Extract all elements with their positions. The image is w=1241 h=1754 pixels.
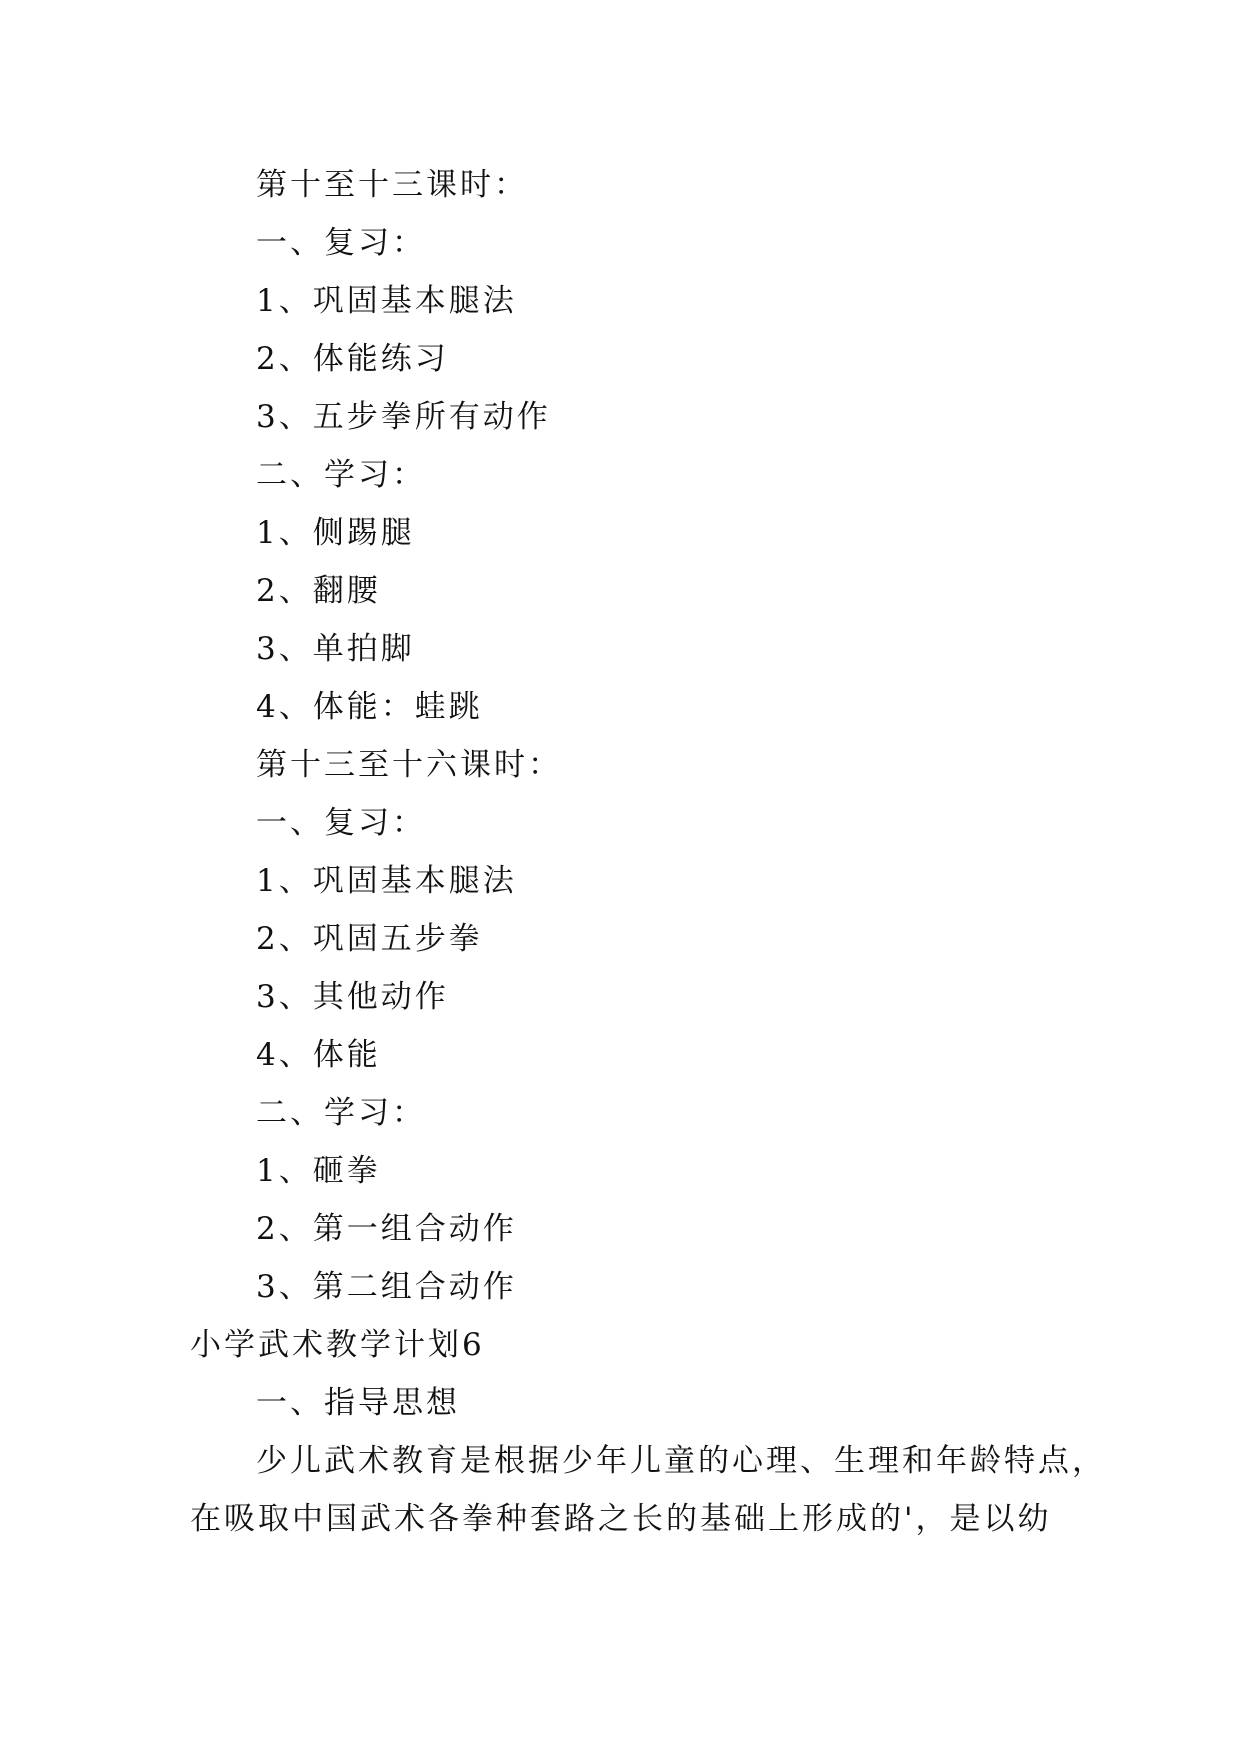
list-item: 1、侧踢腿 [256,515,415,551]
list-item: 1、巩固基本腿法 [256,283,517,319]
review-heading: 一、复习： [256,225,426,261]
study-heading: 二、学习： [256,1095,426,1131]
review-heading: 一、复习： [256,805,426,841]
list-item: 1、砸拳 [256,1153,381,1189]
list-item: 3、第二组合动作 [256,1269,517,1305]
list-item: 1、巩固基本腿法 [256,863,517,899]
list-item: 3、其他动作 [256,979,449,1015]
list-item: 2、翻腰 [256,573,381,609]
study-heading: 二、学习： [256,457,426,493]
lesson-heading: 第十三至十六课时： [256,747,562,783]
list-item: 4、体能：蛙跳 [256,689,483,725]
list-item: 3、五步拳所有动作 [256,399,551,435]
list-item: 3、单拍脚 [256,631,415,667]
lesson-heading: 第十至十三课时： [256,167,528,203]
paragraph-line: 少儿武术教育是根据少年儿童的心理、生理和年龄特点， [256,1443,1106,1479]
list-item: 4、体能 [256,1037,381,1073]
subheading: 一、指导思想 [256,1385,460,1421]
list-item: 2、巩固五步拳 [256,921,483,957]
paragraph-line: 在吸取中国武术各拳种套路之长的基础上形成的'，是以幼 [190,1501,1052,1537]
list-item: 2、第一组合动作 [256,1211,517,1247]
list-item: 2、体能练习 [256,341,449,377]
section-title: 小学武术教学计划6 [190,1327,485,1363]
